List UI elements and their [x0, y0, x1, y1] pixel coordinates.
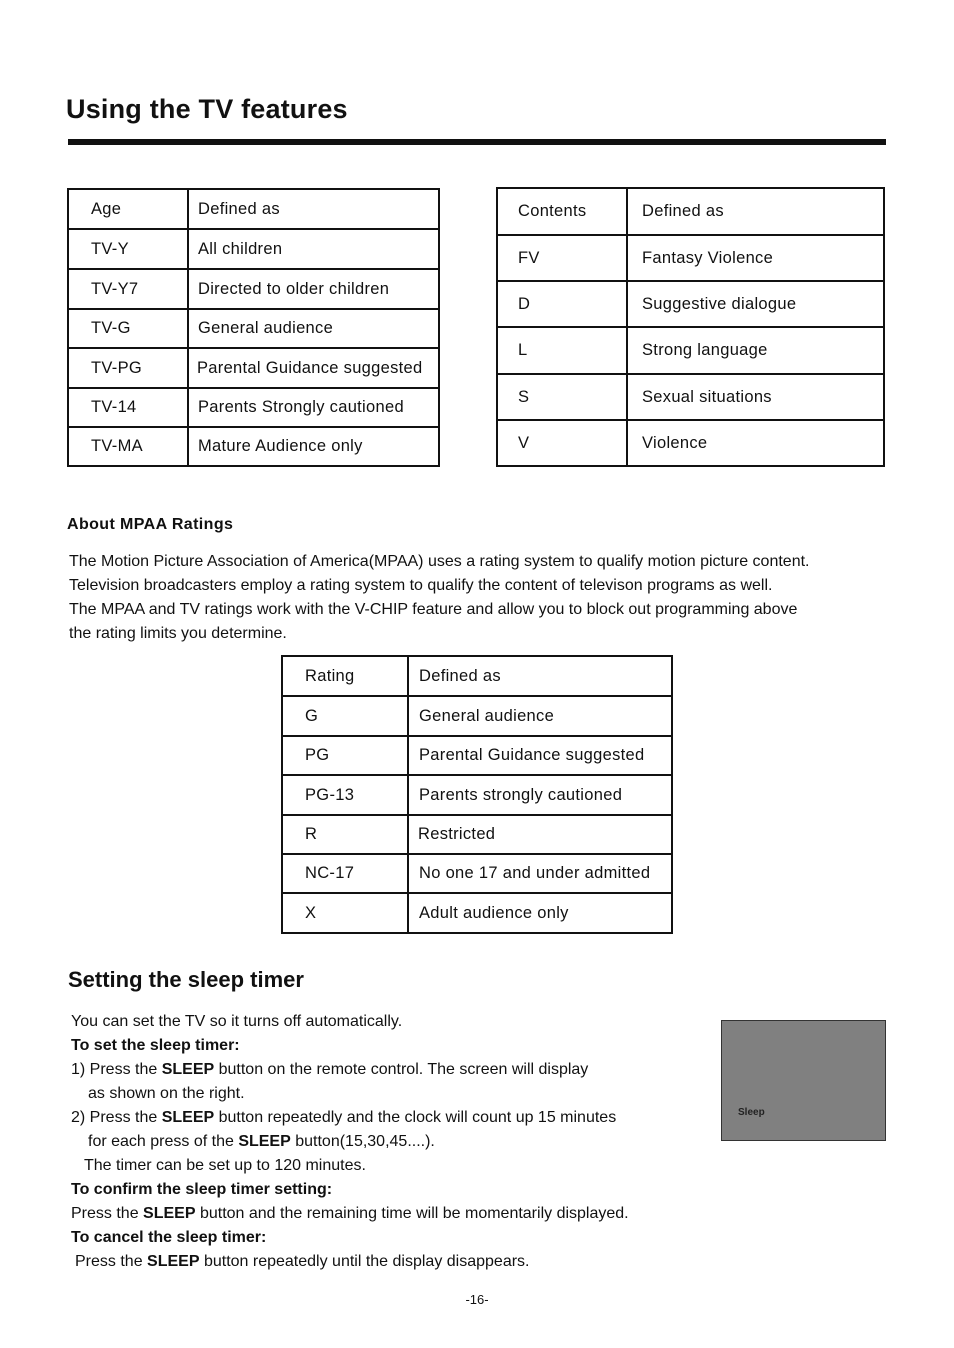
- cancel-sleep-heading: To cancel the sleep timer:: [71, 1229, 267, 1246]
- table-cell: No one 17 and under admitted: [408, 854, 672, 893]
- table-cell: Restricted: [408, 815, 672, 854]
- table-cell: NC-17: [282, 854, 408, 893]
- table-cell: Sexual situations: [627, 374, 884, 420]
- table-cell: TV-G: [68, 309, 188, 348]
- step-2-continued: [71, 1130, 629, 1154]
- table-row: [68, 388, 439, 427]
- step-1-continued: as shown on the right.: [88, 1085, 245, 1102]
- table-cell: Mature Audience only: [188, 427, 439, 466]
- table-row: [68, 309, 439, 348]
- table-header-cell: Defined as: [627, 188, 884, 235]
- sleep-intro: You can set the TV so it turns off automatically.: [71, 1013, 403, 1030]
- table-header-cell: Defined as: [408, 656, 672, 696]
- table-cell: TV-Y: [68, 229, 188, 269]
- sleep-key-label: SLEEP: [143, 1205, 196, 1222]
- table-row: [282, 815, 672, 854]
- tv-ratings-table: [67, 188, 440, 467]
- table-cell: Parents strongly cautioned: [408, 775, 672, 815]
- text: button on the remote control. The screen will display: [214, 1061, 589, 1078]
- table-row: [497, 327, 884, 374]
- paragraph-line: The Motion Picture Association of America(MPAA) uses a rating system to qualify motion picture content.: [69, 553, 810, 570]
- sleep-timer-heading: Setting the sleep timer: [68, 967, 304, 992]
- table-row: [68, 348, 439, 388]
- table-cell: Parental Guidance suggested: [408, 736, 672, 775]
- text: Press the: [75, 1253, 148, 1270]
- sleep-key-label: SLEEP: [161, 1061, 215, 1078]
- table-cell: All children: [188, 229, 439, 269]
- table-header-cell: Contents: [497, 188, 627, 235]
- table-cell: Directed to older children: [188, 269, 439, 309]
- table-cell: TV-PG: [68, 348, 188, 388]
- contents-table: [496, 187, 885, 467]
- sleep-key-label: SLEEP: [147, 1253, 200, 1270]
- table-cell: Violence: [627, 420, 884, 466]
- table-row: [497, 374, 884, 420]
- text: for each press of the: [88, 1133, 239, 1150]
- table-cell: Suggestive dialogue: [627, 281, 884, 327]
- table-row: [68, 427, 439, 466]
- sleep-key-label: SLEEP: [238, 1133, 291, 1150]
- text: Press the: [71, 1205, 144, 1222]
- text: 2) Press the: [71, 1109, 162, 1126]
- table-cell: TV-Y7: [68, 269, 188, 309]
- table-row: [282, 696, 672, 736]
- text: 1) Press the: [71, 1061, 162, 1078]
- paragraph-line: Television broadcasters employ a rating system to qualify the content of televison programs as well.: [69, 577, 773, 594]
- table-cell: G: [282, 696, 408, 736]
- sleep-timer-instructions: [71, 1010, 629, 1274]
- page-title: Using the TV features: [66, 94, 348, 124]
- step-1-line: [71, 1058, 629, 1082]
- mpaa-heading: About MPAA Ratings: [67, 516, 234, 533]
- text: button and the remaining time will be momentarily displayed.: [195, 1205, 629, 1222]
- page-number: -16-: [465, 1292, 489, 1307]
- table-row: [497, 281, 884, 327]
- table-cell: PG: [282, 736, 408, 775]
- table-cell: S: [497, 374, 627, 420]
- table-row: [497, 235, 884, 281]
- table-row: [282, 775, 672, 815]
- table-cell: PG-13: [282, 775, 408, 815]
- text: button repeatedly until the display disappears.: [199, 1253, 530, 1270]
- sleep-key-label: SLEEP: [161, 1109, 215, 1126]
- table-row: [282, 854, 672, 893]
- sleep-screen-illustration: [721, 1020, 886, 1141]
- table-row: [68, 269, 439, 309]
- table-row: [282, 736, 672, 775]
- mpaa-paragraph: [69, 550, 809, 646]
- table-header-cell: Age: [68, 189, 188, 229]
- step-2-line: [71, 1106, 629, 1130]
- table-row: [68, 229, 439, 269]
- table-cell: TV-MA: [68, 427, 188, 466]
- table-cell: TV-14: [68, 388, 188, 427]
- paragraph-line: The MPAA and TV ratings work with the V-CHIP feature and allow you to block out programming above: [69, 601, 798, 618]
- table-cell: R: [282, 815, 408, 854]
- table-cell: Fantasy Violence: [627, 235, 884, 281]
- table-row: [497, 420, 884, 466]
- confirm-line: [71, 1202, 629, 1226]
- table-header-row: [497, 188, 884, 235]
- text: button(15,30,45....).: [290, 1133, 435, 1150]
- table-cell: L: [497, 327, 627, 374]
- table-cell: X: [282, 893, 408, 933]
- table-header-cell: Rating: [282, 656, 408, 696]
- cancel-line: [71, 1250, 629, 1274]
- table-cell: Adult audience only: [408, 893, 672, 933]
- paragraph-line: the rating limits you determine.: [69, 625, 287, 642]
- set-sleep-heading: To set the sleep timer:: [71, 1037, 240, 1054]
- table-header-row: [282, 656, 672, 696]
- table-header-cell: Defined as: [188, 189, 439, 229]
- table-cell: D: [497, 281, 627, 327]
- table-cell: V: [497, 420, 627, 466]
- table-cell: Parents Strongly cautioned: [188, 388, 439, 427]
- table-header-row: [68, 189, 439, 229]
- table-row: [282, 893, 672, 933]
- table-cell: Parental Guidance suggested: [188, 348, 439, 388]
- table-cell: FV: [497, 235, 627, 281]
- sleep-screen-label: Sleep: [738, 1107, 765, 1118]
- table-cell: Strong language: [627, 327, 884, 374]
- text: button repeatedly and the clock will count up 15 minutes: [214, 1109, 617, 1126]
- step-2-note: The timer can be set up to 120 minutes.: [84, 1157, 366, 1174]
- mpaa-ratings-table: [281, 655, 673, 934]
- title-rule: [68, 139, 886, 145]
- table-cell: General audience: [408, 696, 672, 736]
- confirm-sleep-heading: To confirm the sleep timer setting:: [71, 1181, 333, 1198]
- table-cell: General audience: [188, 309, 439, 348]
